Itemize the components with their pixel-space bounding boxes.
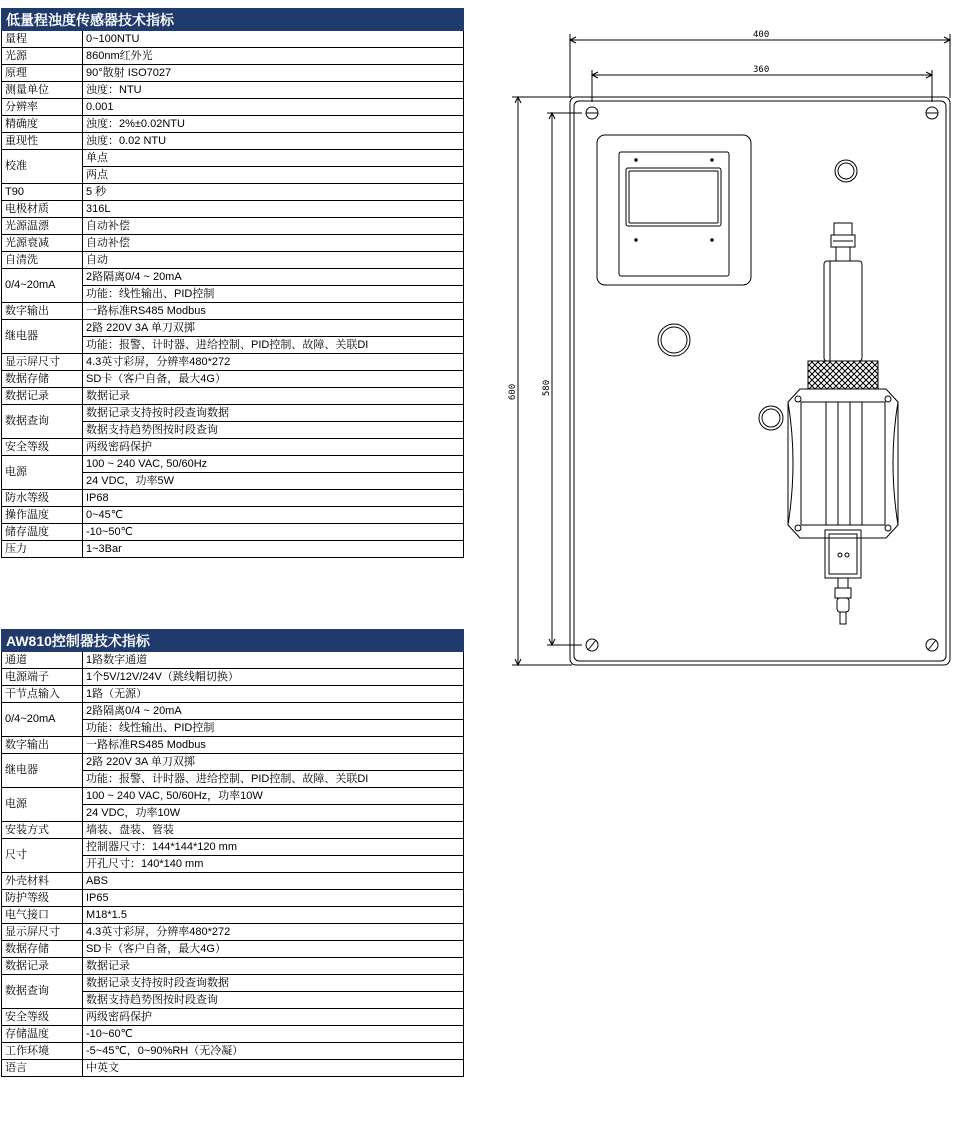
table-row xyxy=(2,958,464,975)
table-row xyxy=(2,439,464,456)
spec-value: 自动 xyxy=(83,252,464,269)
spec-value: -10~50℃ xyxy=(83,524,464,541)
spec-value: IP65 xyxy=(83,890,464,907)
spec-value: 控制器尺寸：144*144*120 mm xyxy=(83,839,464,856)
dimension-inner-height xyxy=(547,113,582,645)
spec-label: 数字输出 xyxy=(2,303,83,320)
table-row xyxy=(2,269,464,286)
spec-label: 安全等级 xyxy=(2,1009,83,1026)
mounting-hole-icon xyxy=(926,107,938,119)
spec-label: 电源端子 xyxy=(2,669,83,686)
table-row xyxy=(2,31,464,48)
spec-label: 外壳材料 xyxy=(2,873,83,890)
table-row xyxy=(2,235,464,252)
spec-value: 两级密码保护 xyxy=(83,439,464,456)
spec-value: 浊度：0.02 NTU xyxy=(83,133,464,150)
spec-label: 数据查询 xyxy=(2,405,83,439)
spec-label: 重现性 xyxy=(2,133,83,150)
spec-label: 显示屏尺寸 xyxy=(2,924,83,941)
table-row xyxy=(2,116,464,133)
table-row xyxy=(2,1009,464,1026)
spec-label: 防水等级 xyxy=(2,490,83,507)
spec-label: 工作环境 xyxy=(2,1043,83,1060)
cable-hole-icon xyxy=(835,160,857,182)
outlet-fitting xyxy=(825,530,861,624)
table-row xyxy=(2,788,464,805)
spec-value: 一路标准RS485 Modbus xyxy=(83,737,464,754)
spec-value: 2路隔离0/4 ~ 20mA xyxy=(83,703,464,720)
table-row xyxy=(2,524,464,541)
spec-value: 墙装、盘装、管装 xyxy=(83,822,464,839)
spec-label: 继电器 xyxy=(2,320,83,354)
table-row xyxy=(2,218,464,235)
table-row xyxy=(2,490,464,507)
spec-label: 光源温漂 xyxy=(2,218,83,235)
controller-housing xyxy=(597,135,751,285)
spec-value: 2路隔离0/4 ~ 20mA xyxy=(83,269,464,286)
spec-label: 自清洗 xyxy=(2,252,83,269)
spec-value: 功能：报警、计时器、进给控制、PID控制、故障、关联DI xyxy=(83,771,464,788)
table-row xyxy=(2,303,464,320)
spec-value: 浊度：NTU xyxy=(83,82,464,99)
table-row xyxy=(2,703,464,720)
spec-label: 数据查询 xyxy=(2,975,83,1009)
spec-value: 90°散射 ISO7027 xyxy=(83,65,464,82)
table-row xyxy=(2,371,464,388)
spec-value: 860nm红外光 xyxy=(83,48,464,65)
table-row xyxy=(2,924,464,941)
spec-value: 数据记录支持按时段查询数据 xyxy=(83,405,464,422)
spec-value: 5 秒 xyxy=(83,184,464,201)
table-row xyxy=(2,890,464,907)
spec-label: 干节点输入 xyxy=(2,686,83,703)
table-row xyxy=(2,82,464,99)
table-row xyxy=(2,99,464,116)
spec-value: 1~3Bar xyxy=(83,541,464,558)
table-row xyxy=(2,686,464,703)
spec-label: 分辨率 xyxy=(2,99,83,116)
spec-label: 数字输出 xyxy=(2,737,83,754)
spec-value: 开孔尺寸：140*140 mm xyxy=(83,856,464,873)
spec-label: 储存温度 xyxy=(2,524,83,541)
spec-value: 自动补偿 xyxy=(83,235,464,252)
spec-label: 防护等级 xyxy=(2,890,83,907)
spec-label: 0/4~20mA xyxy=(2,269,83,303)
spec-label: 光源 xyxy=(2,48,83,65)
flow-cell-holder xyxy=(788,389,898,538)
spec-value: 数据记录 xyxy=(83,388,464,405)
spec-value: 数据支持趋势图按时段查询 xyxy=(83,422,464,439)
panel-dimension-drawing xyxy=(500,20,960,680)
spec-value: 0~100NTU xyxy=(83,31,464,48)
table-row xyxy=(2,456,464,473)
spec-label: 光源衰减 xyxy=(2,235,83,252)
dimension-inner-width-label: 360 xyxy=(753,65,770,75)
spec-label: 电气接口 xyxy=(2,907,83,924)
spec-label: 通道 xyxy=(2,652,83,669)
spec-value: 4.3英寸彩屏，分辨率480*272 xyxy=(83,924,464,941)
spec-label: 压力 xyxy=(2,541,83,558)
spec-label: 数据存储 xyxy=(2,941,83,958)
spec-label: 校准 xyxy=(2,150,83,184)
spec-value: 0.001 xyxy=(83,99,464,116)
table-row xyxy=(2,754,464,771)
spec-label: 操作温度 xyxy=(2,507,83,524)
controller-spec-body xyxy=(2,652,464,1077)
spec-value: -10~60℃ xyxy=(83,1026,464,1043)
spec-value: 功能：线性输出、PID控制 xyxy=(83,720,464,737)
spec-label: 尺寸 xyxy=(2,839,83,873)
table-row xyxy=(2,941,464,958)
spec-label: 电源 xyxy=(2,456,83,490)
spec-value: 单点 xyxy=(83,150,464,167)
spec-value: 功能：线性输出、PID控制 xyxy=(83,286,464,303)
table-row xyxy=(2,652,464,669)
table-row xyxy=(2,48,464,65)
sensor-spec-body xyxy=(2,31,464,558)
spec-label: 原理 xyxy=(2,65,83,82)
table-row xyxy=(2,1060,464,1077)
controller-spec-title: AW810控制器技术指标 xyxy=(2,630,464,652)
spec-value: IP68 xyxy=(83,490,464,507)
spec-value: 一路标准RS485 Modbus xyxy=(83,303,464,320)
table-row xyxy=(2,252,464,269)
table-row xyxy=(2,133,464,150)
table-row xyxy=(2,354,464,371)
dimension-inner-height-label: 580 xyxy=(542,379,552,397)
cable-hole-icon xyxy=(759,406,783,430)
table-row xyxy=(2,184,464,201)
spec-value: SD卡（客户自备，最大4G） xyxy=(83,371,464,388)
spec-value: M18*1.5 xyxy=(83,907,464,924)
spec-value: 24 VDC，功率10W xyxy=(83,805,464,822)
mounting-panel xyxy=(570,97,950,665)
table-row xyxy=(2,388,464,405)
spec-label: 显示屏尺寸 xyxy=(2,354,83,371)
spec-label: 量程 xyxy=(2,31,83,48)
spec-value: 316L xyxy=(83,201,464,218)
dimension-outer-width-label: 400 xyxy=(753,30,770,40)
spec-value: 100 ~ 240 VAC, 50/60Hz xyxy=(83,456,464,473)
spec-value: SD卡（客户自备，最大4G） xyxy=(83,941,464,958)
spec-value: 自动补偿 xyxy=(83,218,464,235)
turbidity-sensor xyxy=(808,223,878,389)
table-row xyxy=(2,873,464,890)
table-row xyxy=(2,541,464,558)
spec-label: 安全等级 xyxy=(2,439,83,456)
spec-value: 数据支持趋势图按时段查询 xyxy=(83,992,464,1009)
spec-label: 电极材质 xyxy=(2,201,83,218)
spec-value: 4.3英寸彩屏，分辨率480*272 xyxy=(83,354,464,371)
spec-label: 0/4~20mA xyxy=(2,703,83,737)
table-row xyxy=(2,405,464,422)
spec-value: 两点 xyxy=(83,167,464,184)
table-row xyxy=(2,201,464,218)
dimension-outer-height-label: 600 xyxy=(508,383,518,401)
spec-label: T90 xyxy=(2,184,83,201)
spec-label: 测量单位 xyxy=(2,82,83,99)
table-row xyxy=(2,507,464,524)
spec-value: 1路（无源） xyxy=(83,686,464,703)
sensor-spec-table xyxy=(1,8,464,558)
mounting-hole-icon xyxy=(926,639,938,651)
cable-hole-icon xyxy=(658,324,690,356)
mounting-hole-icon xyxy=(586,107,598,119)
spec-value: 0~45℃ xyxy=(83,507,464,524)
spec-value: 两级密码保护 xyxy=(83,1009,464,1026)
table-row xyxy=(2,907,464,924)
table-row xyxy=(2,822,464,839)
spec-value: 中英文 xyxy=(83,1060,464,1077)
spec-value: -5~45℃，0~90%RH（无冷凝） xyxy=(83,1043,464,1060)
spec-label: 数据记录 xyxy=(2,958,83,975)
spec-value: 1路数字通道 xyxy=(83,652,464,669)
controller-spec-table xyxy=(1,629,464,1077)
table-row xyxy=(2,839,464,856)
spec-label: 继电器 xyxy=(2,754,83,788)
spec-label: 电源 xyxy=(2,788,83,822)
mounting-hole-icon xyxy=(586,639,598,651)
table-row xyxy=(2,1026,464,1043)
spec-value: 数据记录支持按时段查询数据 xyxy=(83,975,464,992)
table-row xyxy=(2,669,464,686)
spec-value: 24 VDC，功率5W xyxy=(83,473,464,490)
spec-value: 1个5V/12V/24V（跳线帽切换） xyxy=(83,669,464,686)
spec-value: 浊度：2%±0.02NTU xyxy=(83,116,464,133)
table-row xyxy=(2,1043,464,1060)
spec-label: 数据记录 xyxy=(2,388,83,405)
table-row xyxy=(2,150,464,167)
sensor-spec-title: 低量程浊度传感器技术指标 xyxy=(2,9,464,31)
spec-value: 100 ~ 240 VAC, 50/60Hz，功率10W xyxy=(83,788,464,805)
spec-value: 2路 220V 3A 单刀双掷 xyxy=(83,754,464,771)
spec-value: ABS xyxy=(83,873,464,890)
spec-label: 安装方式 xyxy=(2,822,83,839)
table-row xyxy=(2,65,464,82)
spec-label: 语言 xyxy=(2,1060,83,1077)
spec-label: 精确度 xyxy=(2,116,83,133)
spec-label: 数据存储 xyxy=(2,371,83,388)
table-row xyxy=(2,320,464,337)
table-row xyxy=(2,737,464,754)
table-row xyxy=(2,975,464,992)
spec-value: 2路 220V 3A 单刀双掷 xyxy=(83,320,464,337)
spec-label: 存储温度 xyxy=(2,1026,83,1043)
spec-value: 数据记录 xyxy=(83,958,464,975)
spec-value: 功能：报警、计时器、进给控制、PID控制、故障、关联DI xyxy=(83,337,464,354)
